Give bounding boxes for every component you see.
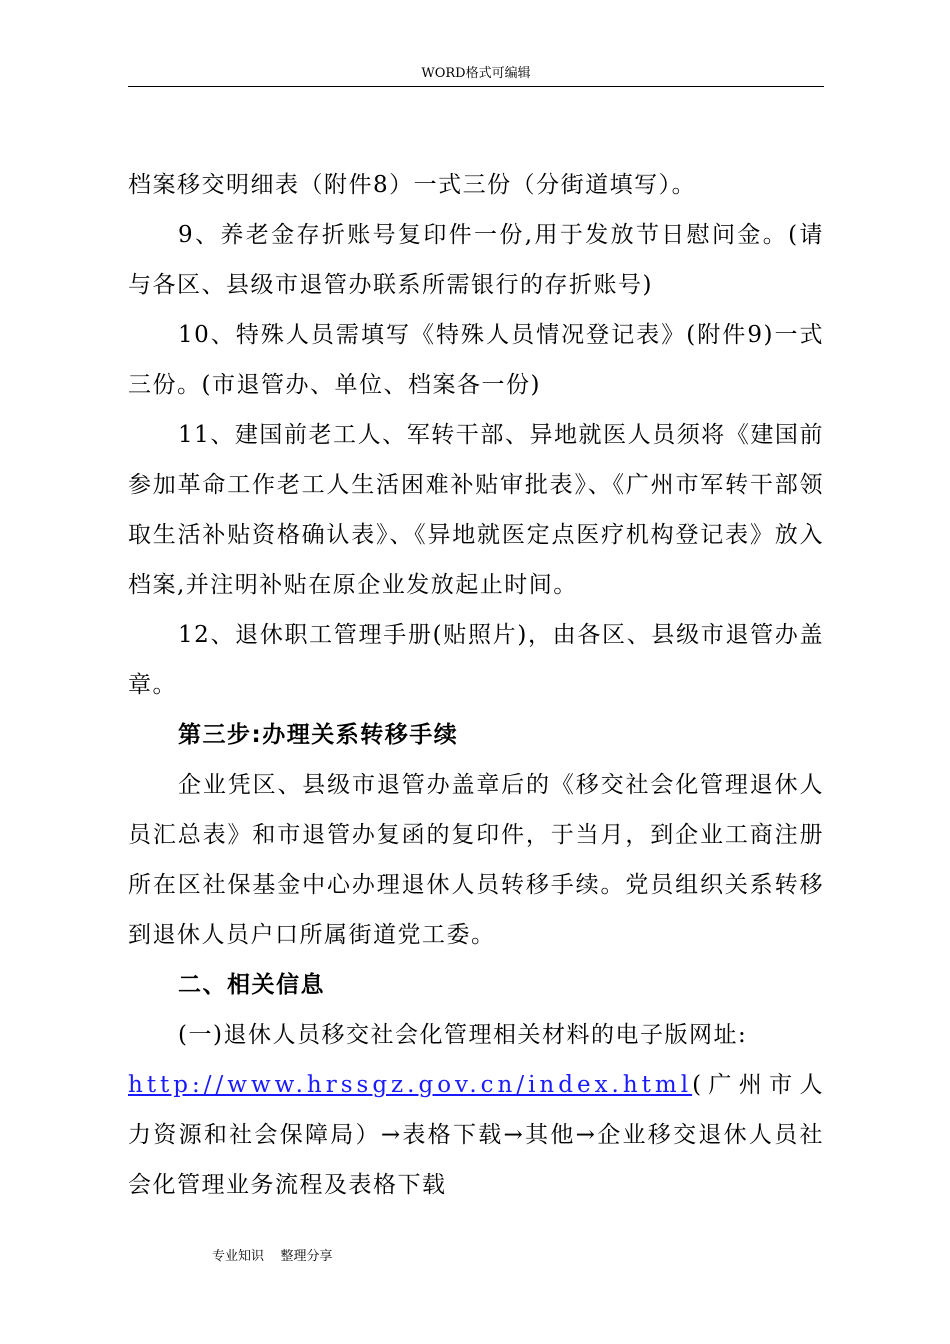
paragraph-url [128,1060,824,1210]
paragraph-item-10: 10、特殊人员需填写《特殊人员情况登记表》(附件9)一式三份。(市退管办、单位、档案各一份) [128,322,824,398]
hrssgz-link[interactable]: http://www.hrssgz.gov.cn/index.html [128,1072,693,1098]
paragraph-archive-list: 档案移交明细表（附件8）一式三份（分街道填写）。 [128,172,697,198]
paragraph-transfer-procedure: 企业凭区、县级市退管办盖章后的《移交社会化管理退休人员汇总表》和市退管办复函的复印件，于当月，到企业工商注册所在区社保基金中心办理退休人员转移手续。党员组织关系转移到退休人员户口所属街道党工委。 [128,772,824,948]
section-heading-step3: 第三步:办理关系转移手续 [178,722,459,748]
url-description: (广州市人力资源和社会保障局）→表格下载→其他→企业移交退休人员社会化管理业务流程及表格下载 [128,1072,824,1198]
page-footer: 专业知识 整理分享 [212,1249,333,1264]
section-heading-related-info: 二、相关信息 [178,972,325,998]
page-header [128,62,824,86]
document-body [128,160,824,1210]
paragraph-item-12: 12、退休职工管理手册(贴照片)，由各区、县级市退管办盖章。 [128,622,824,698]
paragraph-url-intro: (一)退休人员移交社会化管理相关材料的电子版网址: [178,1022,748,1048]
header-title: WORD格式可编辑 [421,66,531,81]
paragraph-item-9: 9、养老金存折账号复印件一份,用于发放节日慰问金。(请与各区、县级市退管办联系所需银行的存折账号) [128,222,824,298]
paragraph-item-11: 11、建国前老工人、军转干部、异地就医人员须将《建国前参加革命工作老工人生活困难补贴审批表》、《广州市军转干部领取生活补贴资格确认表》、《异地就医定点医疗机构登记表》放入档案,并注明补贴在原企业发放起止时间。 [128,422,824,598]
header-divider [128,86,824,87]
